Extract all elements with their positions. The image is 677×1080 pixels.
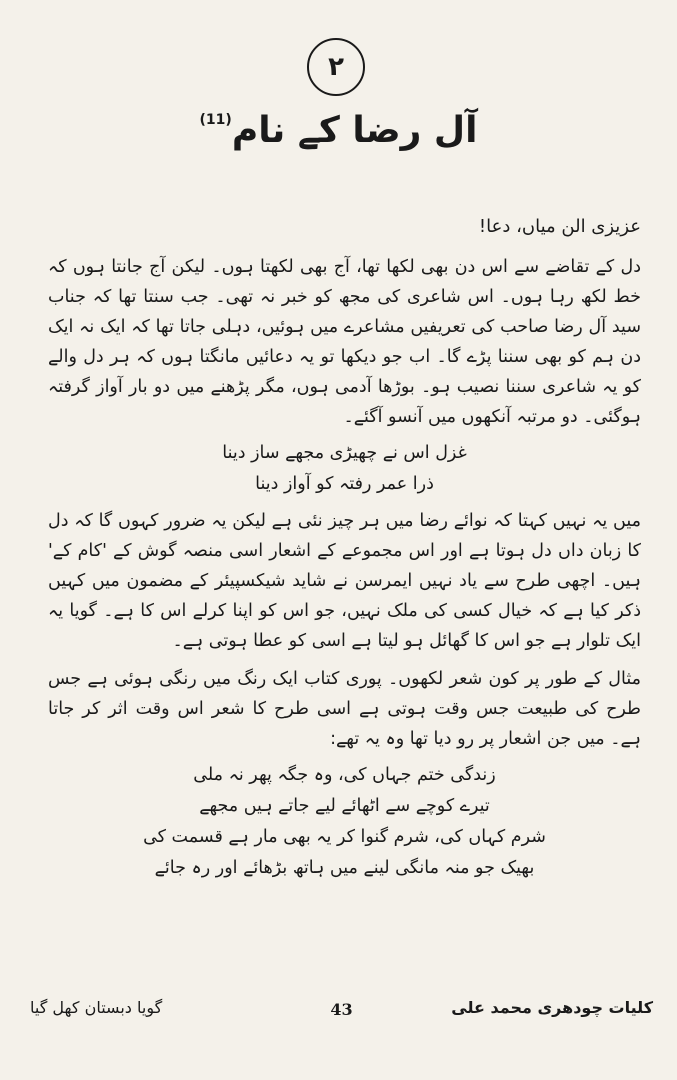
page-footer <box>30 998 653 1028</box>
verse-line: شرم کہاں کی، شرم گنوا کر یہ بھی مار ہے قسمت کی <box>143 827 546 847</box>
verse-couplet-1 <box>48 438 641 500</box>
verse-line: ذرا عمر رفتہ کو آواز دینا <box>255 474 434 494</box>
paragraph-2: میں یہ نہیں کہتا کہ نوائے رضا میں ہر چیز نئی ہے لیکن یہ ضرور کہوں گا کہ دل کا زبان داں دل ہوتا ہے اور اس مجموعے کے اشعار اسی منصہ گوش کے 'کام کے' ہیں۔ اچھی طرح سے یاد نہیں ایمرسن نے شاید شیکسپیئر کے مضمون میں کہیں ذکر کیا ہے کہ خیال کسی کی ملک نہیں، جو اس کو اپنا کرلے اس کا ہے۔ گویا یہ ایک تلوار ہے جو اس کا گھائل ہو لیتا ہے اسی کو عطا ہوتی ہے۔ <box>48 511 641 651</box>
paragraph-3: مثال کے طور پر کون شعر لکھوں۔ پوری کتاب ایک رنگ میں رنگی ہوئی ہے جس طرح کی طبیعت جس وقت ہوتی ہے اسی طرح کا شعر اس وقت اثر کر جاتا ہے۔ میں جن اشعار پر رو دیا تھا وہ یہ تھے: <box>48 669 641 749</box>
verse-couplet-2 <box>48 760 641 884</box>
verse-line: غزل اس نے چھیڑی مجھے ساز دینا <box>222 443 467 463</box>
letter-body <box>48 212 641 884</box>
title-text: آل رضا کے نام <box>231 110 478 151</box>
paragraph-1: دل کے تقاضے سے اس دن بھی لکھا تھا، آج بھی لکھتا ہوں۔ لیکن آج جانتا ہوں کہ خط لکھ رہا ہوں۔ اس شاعری کی مجھ کو خبر نہ تھی۔ جب سنتا تھا کہ جناب سید آل رضا صاحب کی تعریفیں مشاعرے میں ہوئیں، دہلی جاتا تھا کہ ایک نہ ایک دن ہم کو بھی سننا پڑے گا۔ اب جو دیکھا تو یہ دعائیں مانگتا ہوں کہ ہر دل والے کو یہ شاعری سننا نصیب ہو۔ بوڑھا آدمی ہوں، مگر پڑھنے میں دو بار آواز گرفتہ ہوگئی۔ دو مرتبہ آنکھوں میں آنسو آگئے۔ <box>48 257 642 427</box>
verse-line: بھیک جو منہ مانگی لینے میں ہاتھ بڑھائے اور رہ جائے <box>154 858 535 878</box>
page-number: 43 <box>330 1000 353 1019</box>
salutation: عزیزی الن میاں، دعا! <box>478 216 641 237</box>
chapter-number: ۲ <box>328 52 344 82</box>
footer-running-head: گویا دبستان کھل گیا <box>30 998 163 1017</box>
chapter-number-badge <box>307 38 365 96</box>
verse-line: زندگی ختم جہاں کی، وہ جگہ پھر نہ ملی <box>193 765 496 785</box>
footnote-marker: (11) <box>199 112 232 128</box>
verse-line: تیرے کوچے سے اٹھائے لیے جاتے ہیں مجھے <box>199 796 490 816</box>
footer-book-title: کلیات چودھری محمد علی <box>451 998 653 1017</box>
page-title <box>0 110 677 151</box>
